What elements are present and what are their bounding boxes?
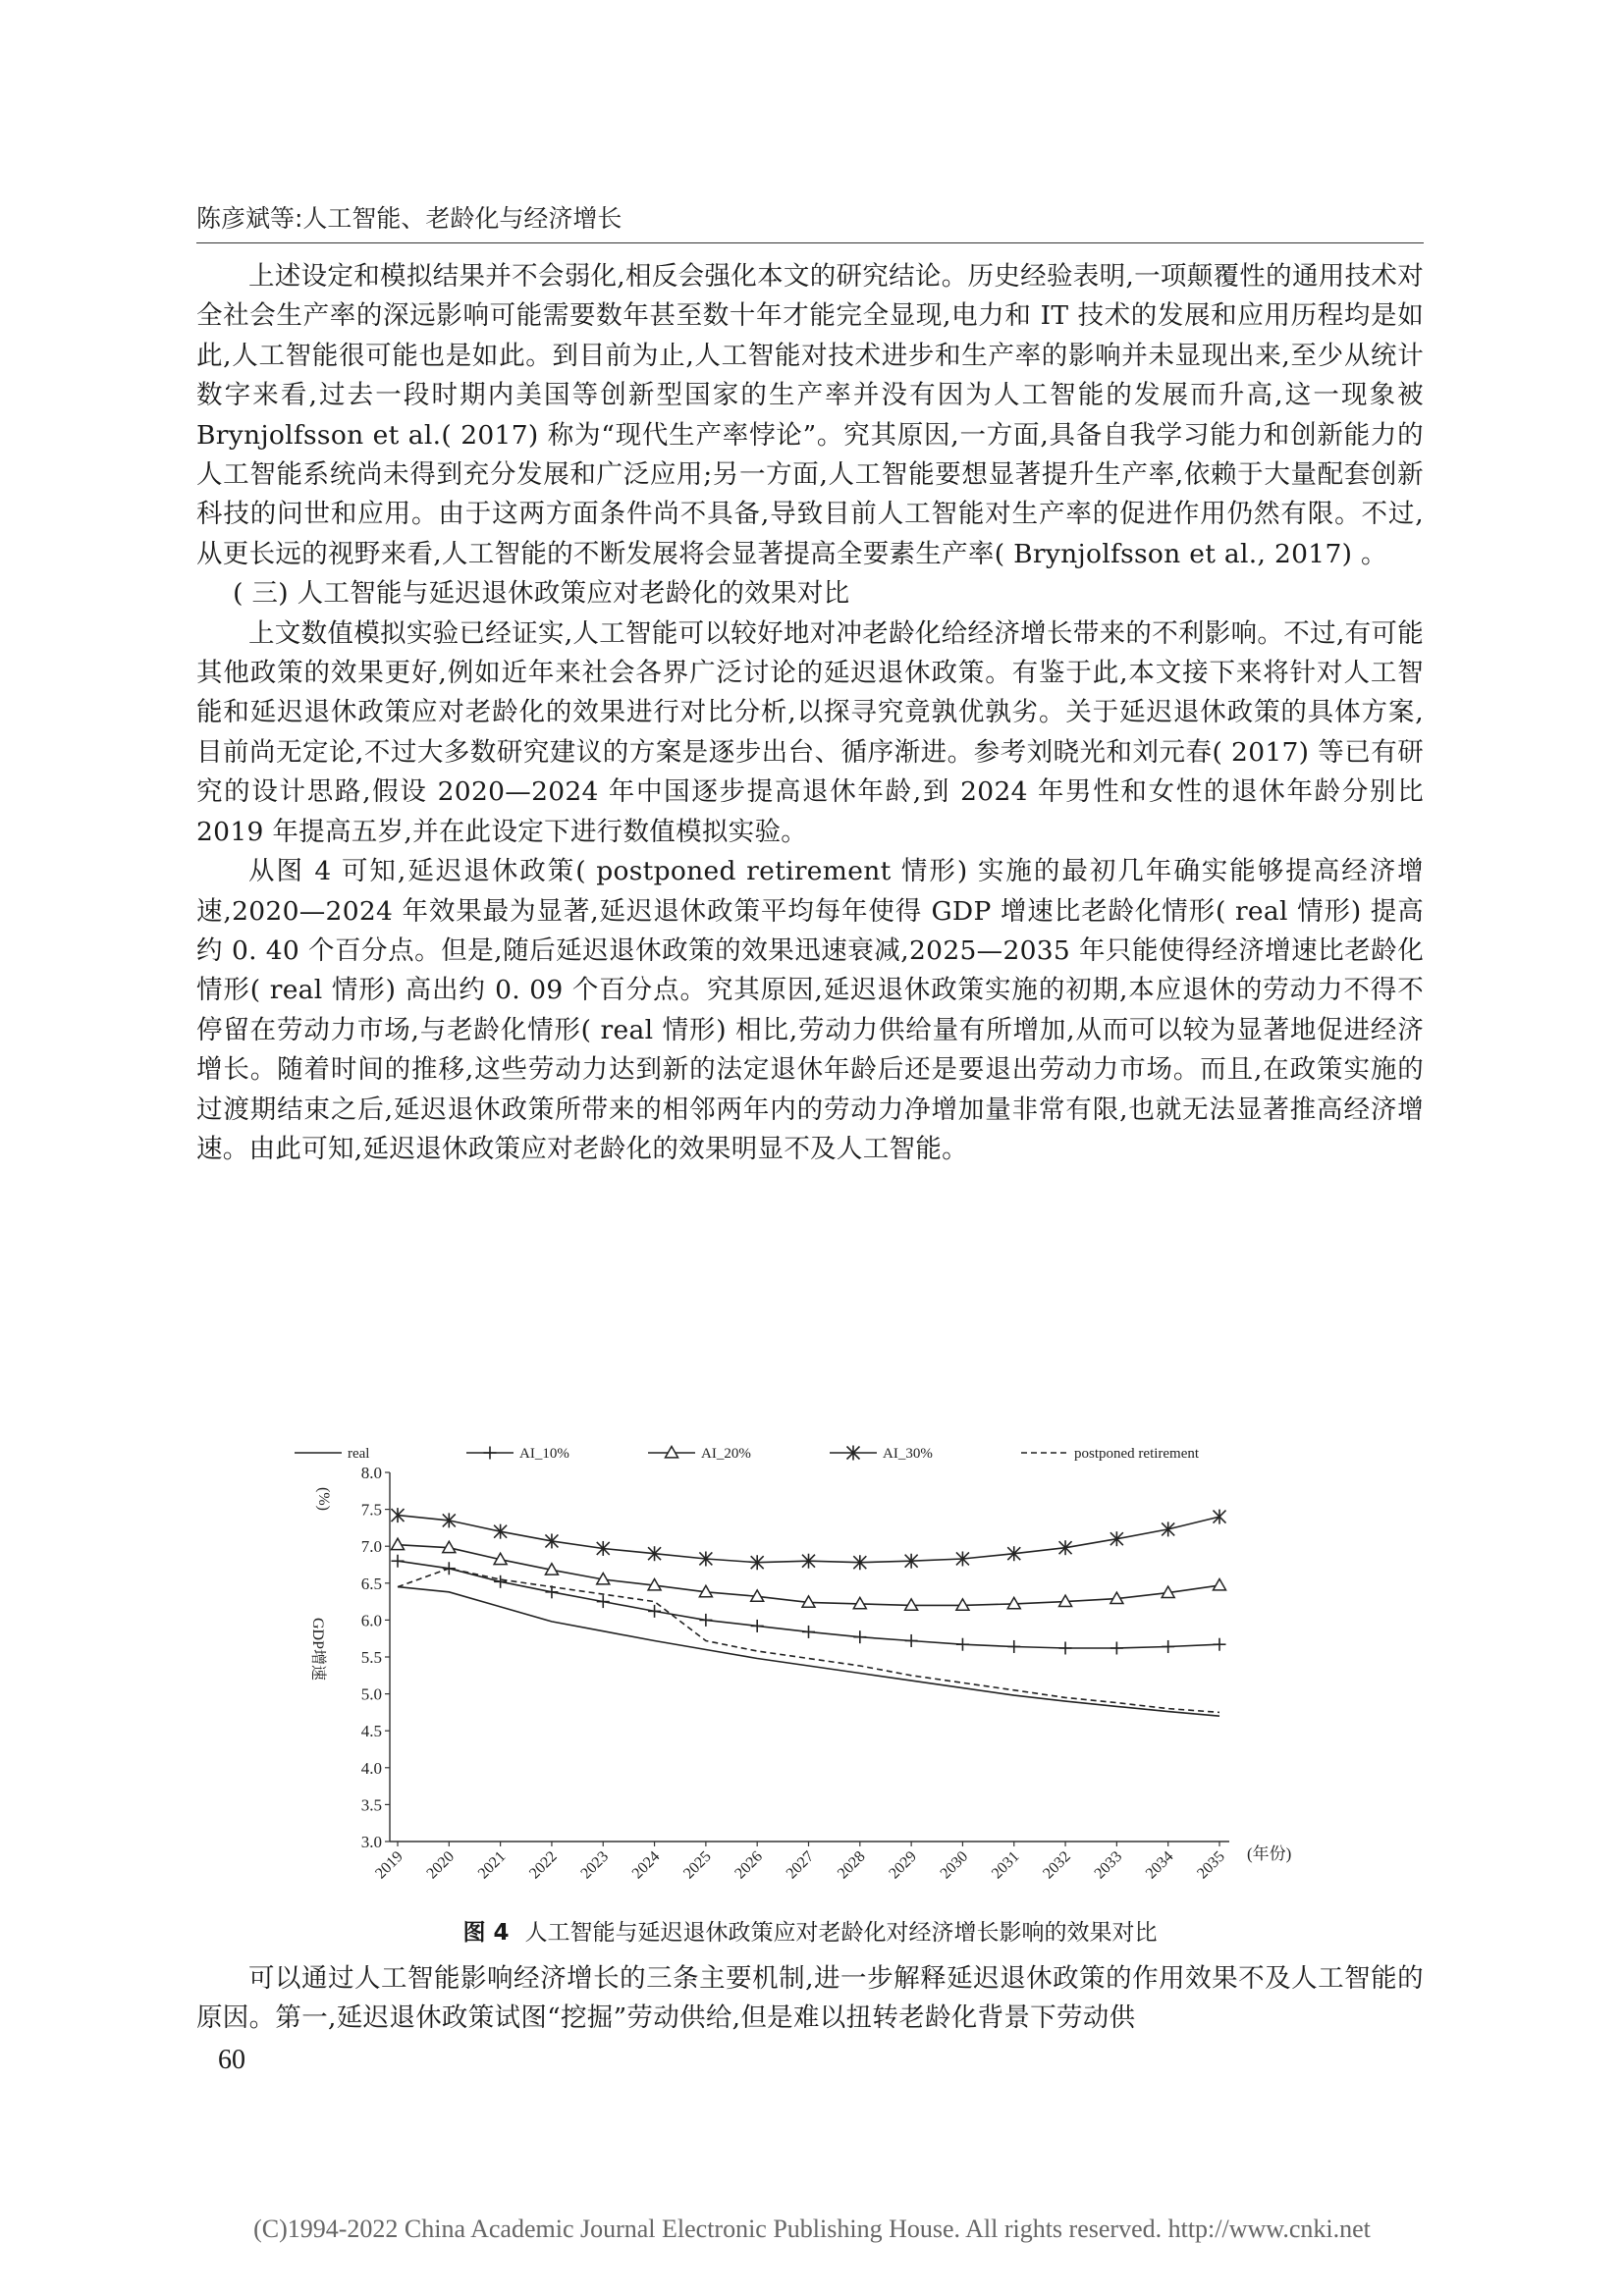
y-axis-label: GDP增速 bbox=[309, 1618, 326, 1682]
y-tick-label: 4.0 bbox=[360, 1758, 382, 1778]
data-point bbox=[494, 1575, 507, 1588]
legend-label: postponed retirement bbox=[1074, 1446, 1200, 1462]
section-subheading: ( 三) 人工智能与延迟退休政策应对老龄化的效果对比 bbox=[233, 578, 850, 610]
running-header: 陈彦斌等:人工智能、老龄化与经济增长 bbox=[196, 204, 623, 233]
data-point bbox=[1214, 1510, 1226, 1524]
y-tick-label: 5.0 bbox=[360, 1684, 382, 1704]
y-tick-label: 7.5 bbox=[360, 1500, 382, 1520]
x-tick-label: 2023 bbox=[577, 1847, 613, 1883]
x-axis-unit: (年份) bbox=[1247, 1844, 1292, 1863]
x-tick-label: 2030 bbox=[937, 1847, 972, 1883]
y-tick-label: 5.5 bbox=[360, 1648, 382, 1667]
figure-caption bbox=[196, 1914, 1424, 1947]
data-point bbox=[1007, 1640, 1020, 1653]
line-chart bbox=[295, 1441, 1316, 1893]
data-point bbox=[699, 1614, 712, 1627]
data-point bbox=[1110, 1641, 1123, 1654]
x-tick-label: 2019 bbox=[372, 1847, 406, 1883]
paragraph-3: 从图 4 可知,延迟退休政策( postponed retirement 情形) 实施的最初几年确实能够提高经济增速,2020—2024 年效果最为显著,延迟退休政策平均每年使得 GDP 增速比老龄化情形( real 情形) 提高约 0. 40 个百分点。但是,随后延迟退休政策的效果迅速衰减,2025—2035 年只能使得经济增速比老龄化情形( real 情形) 高出约 0. 09 个百分点。究其原因,延迟退休政策实施的初期,本应退休的劳动力不得不停留在劳动力市场,与老龄化情形( real 情形) 相比,劳动力供给量有所增加,从而可以较为显著地促进经济增长。随着时间的推移,这些劳动力达到新的法定退休年龄后还是要退出劳动力市场。而且,在政策实施的过渡期结束之后,延迟退休政策所带来的相邻两年内的劳动力净增加量非常有限,也就无法显著推高经济增速。由此可知,延迟退休政策应对老龄化的效果明显不及人工智能。 bbox=[196, 856, 1424, 1164]
x-tick-label: 2029 bbox=[886, 1847, 920, 1883]
legend-label: real bbox=[348, 1446, 370, 1462]
x-tick-label: 2033 bbox=[1091, 1847, 1126, 1883]
legend-marker bbox=[484, 1447, 497, 1460]
y-tick-label: 6.5 bbox=[360, 1574, 382, 1593]
page-number: 60 bbox=[218, 2045, 245, 2075]
legend-marker bbox=[666, 1447, 678, 1458]
paragraph-2: 上文数值模拟实验已经证实,人工智能可以较好地对冲老龄化给经济增长带来的不利影响。不过,有可能其他政策的效果更好,例如近年来社会各界广泛讨论的延迟退休政策。有鉴于此,本文接下来将针对人工智能和延迟退休政策应对老龄化的效果进行对比分析,以探寻究竟孰优孰劣。关于延迟退休政策的具体方案,目前尚无定论,不过大多数研究建议的方案是逐步出台、循序渐进。参考刘晓光和刘元春( 2017) 等已有研究的设计思路,假设 2020—2024 年中国逐步提高退休年龄,到 2024 年男性和女性的退休年龄分别比 2019 年提高五岁,并在此设定下进行数值模拟实验。 bbox=[196, 617, 1424, 847]
copyright-footer: (C)1994-2022 China Academic Journal Electronic Publishing House. All rights reserved. http://www.cnki.net bbox=[253, 2215, 1371, 2243]
y-tick-label: 6.0 bbox=[360, 1611, 382, 1630]
y-tick-label: 3.5 bbox=[360, 1795, 382, 1815]
x-tick-label: 2027 bbox=[783, 1847, 818, 1883]
data-point bbox=[597, 1595, 610, 1608]
data-point bbox=[648, 1605, 661, 1618]
y-tick-label: 4.5 bbox=[360, 1722, 382, 1741]
data-point bbox=[494, 1524, 507, 1539]
y-axis-unit: (%) bbox=[315, 1487, 332, 1511]
series-line-postponed-retirement bbox=[398, 1569, 1219, 1713]
y-tick-label: 8.0 bbox=[360, 1464, 382, 1482]
data-point bbox=[751, 1620, 764, 1632]
x-tick-label: 2034 bbox=[1142, 1847, 1177, 1883]
data-point bbox=[905, 1634, 918, 1647]
data-point bbox=[1214, 1579, 1226, 1590]
figure-number: 图 4 bbox=[462, 1920, 510, 1946]
data-point bbox=[1162, 1640, 1174, 1653]
header-rule bbox=[196, 242, 1424, 243]
data-point bbox=[1059, 1641, 1072, 1654]
x-tick-label: 2025 bbox=[680, 1847, 715, 1883]
data-point bbox=[1214, 1638, 1226, 1651]
x-tick-label: 2021 bbox=[474, 1847, 510, 1883]
body-text bbox=[196, 257, 1424, 1169]
after-figure-text bbox=[196, 1959, 1424, 2039]
legend-label: AI_20% bbox=[701, 1446, 751, 1462]
figure-caption-text: 人工智能与延迟退休政策应对老龄化对经济增长影响的效果对比 bbox=[524, 1920, 1158, 1946]
y-tick-label: 7.0 bbox=[360, 1537, 382, 1557]
y-tick-label: 3.0 bbox=[360, 1833, 382, 1851]
x-tick-label: 2028 bbox=[834, 1847, 869, 1883]
legend-label: AI_30% bbox=[883, 1446, 933, 1462]
data-point bbox=[802, 1626, 815, 1638]
data-point bbox=[853, 1630, 866, 1643]
x-tick-label: 2035 bbox=[1194, 1847, 1228, 1883]
x-tick-label: 2020 bbox=[423, 1847, 459, 1883]
x-tick-label: 2032 bbox=[1040, 1847, 1074, 1883]
paragraph-1: 上述设定和模拟结果并不会弱化,相反会强化本文的研究结论。历史经验表明,一项颠覆性的通用技术对全社会生产率的深远影响可能需要数年甚至数十年才能完全显现,电力和 IT 技术的发展和应用历程均是如此,人工智能很可能也是如此。到目前为止,人工智能对技术进步和生产率的影响并未显现出来,至少从统计数字来看,过去一段时期内美国等创新型国家的生产率并没有因为人工智能的发展而升高,这一现象被 Brynjolfsson et al.( 2017) 称为“现代生产率悖论”。究其原因,一方面,具备自我学习能力和创新能力的人工智能系统尚未得到充分发展和广泛应用;另一方面,人工智能要想显著提升生产率,依赖于大量配套创新科技的问世和应用。由于这两方面条件尚不具备,导致目前人工智能对生产率的促进作用仍然有限。不过,从更长远的视野来看,人工智能的不断发展将会显著提高全要素生产率( Brynjolfsson et al., 2017) 。 bbox=[196, 261, 1424, 569]
x-tick-label: 2024 bbox=[628, 1847, 664, 1883]
paragraph-4: 可以通过人工智能影响经济增长的三条主要机制,进一步解释延迟退休政策的作用效果不及人工智能的原因。第一,延迟退休政策试图“挖掘”劳动供给,但是难以扭转老龄化背景下劳动供 bbox=[196, 1963, 1424, 2034]
x-tick-label: 2022 bbox=[526, 1847, 561, 1883]
legend-label: AI_10% bbox=[519, 1446, 569, 1462]
data-point bbox=[1162, 1522, 1174, 1536]
data-point bbox=[956, 1638, 969, 1651]
data-point bbox=[392, 1538, 405, 1549]
x-tick-label: 2026 bbox=[731, 1847, 767, 1883]
figure-4-chart bbox=[295, 1441, 1316, 1893]
data-point bbox=[392, 1555, 405, 1568]
x-tick-label: 2031 bbox=[988, 1847, 1023, 1883]
